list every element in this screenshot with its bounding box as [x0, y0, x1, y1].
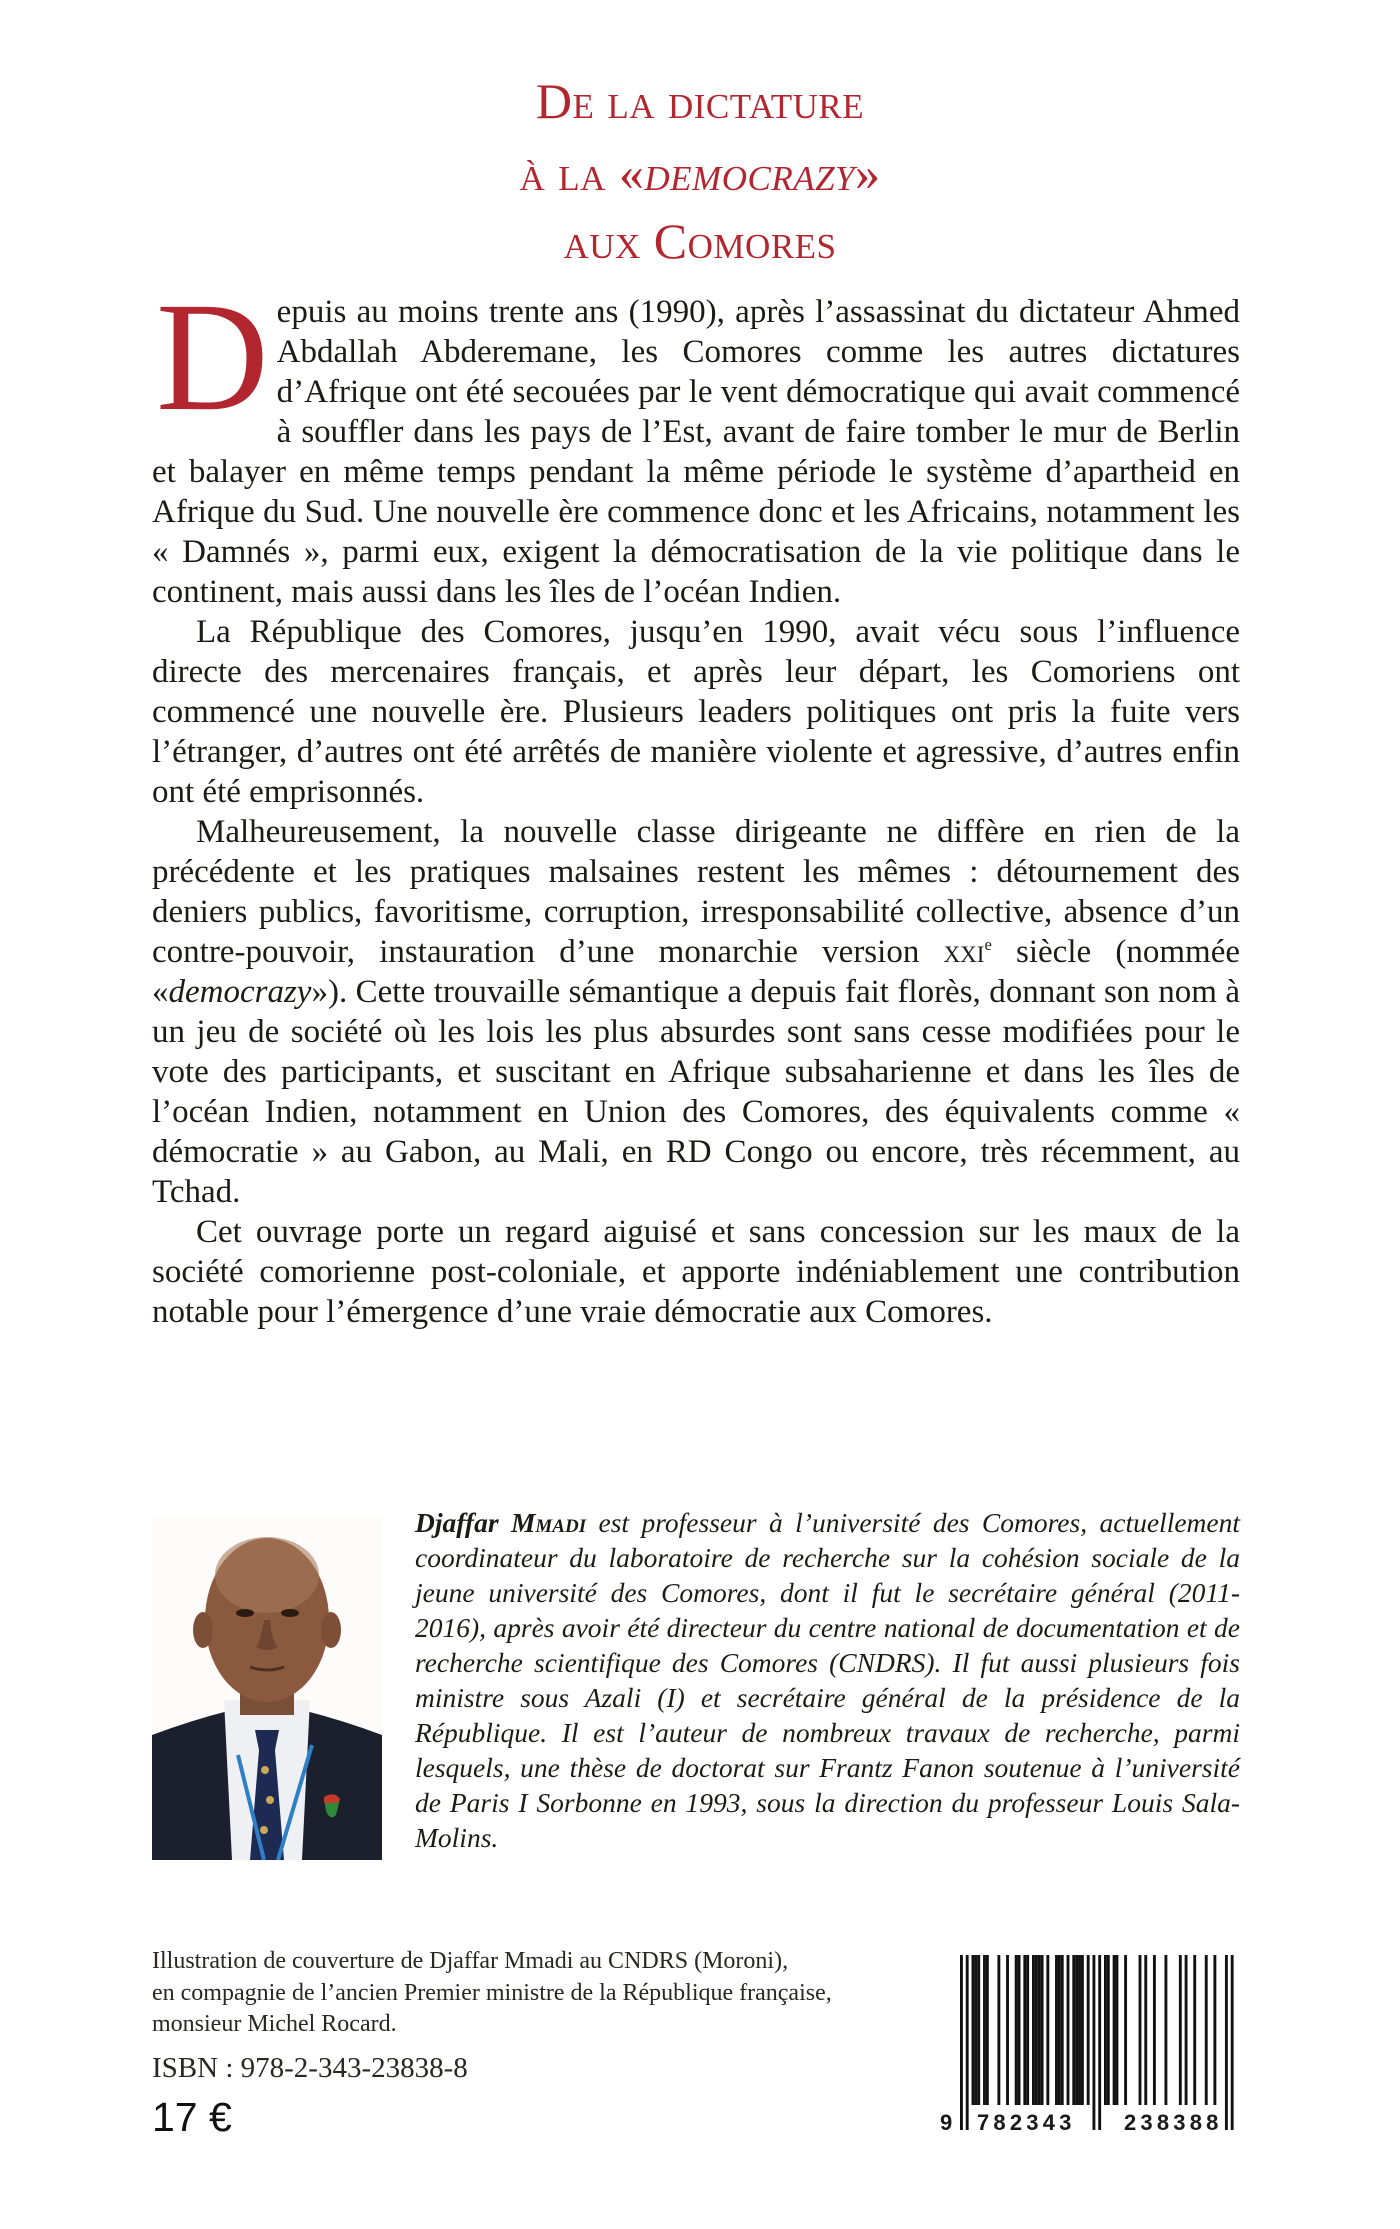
barcode-bar: [1098, 1955, 1101, 2130]
barcode-bar: [1225, 1955, 1228, 2130]
barcode-bar: [1038, 1955, 1041, 2105]
barcode-bar: [1075, 1955, 1078, 2105]
barcode-bars: [920, 1940, 1250, 2140]
barcode-bar: [1023, 1955, 1026, 2105]
book-title-line-3: aux Comores: [563, 213, 837, 269]
author-bio-text: est professeur à l’université des Comores, actuellement coordinateur du laboratoire de recherche sur la cohésion sociale de la jeune université des Comores, dont il fut le secrétaire général (2011-2016), après avoir été directeur du centre national de documentation et de recherche scientifique des Comores (CNDRS). Il fut aussi plusieurs fois ministre sous Azali (I) et secrétaire général de la présidence de la République. Il est l’auteur de nombreux travaux de recherche, parmi lesquels, une thèse de doctorat sur Frantz Fanon soutenue à l’université de Paris I Sorbonne en 1993, sous la direction du professeur Louis Sala-Molins.: [415, 1507, 1240, 1853]
barcode-digits-left: 782343: [977, 2110, 1076, 2135]
barcode-bar: [1124, 1955, 1127, 2105]
caption-line: en compagnie de l’ancien Premier ministre de la République française,: [152, 1979, 832, 2006]
book-title-line-1: De la dictature: [535, 73, 865, 129]
barcode-bar: [1006, 1955, 1009, 2105]
title-democrazy: democrazy: [644, 145, 856, 201]
barcode-bar: [974, 1955, 977, 2105]
barcode-bar: [1046, 1955, 1049, 2105]
title-prefix: à la «: [519, 145, 645, 201]
barcode-digits-right: 238388: [1124, 2110, 1223, 2135]
barcode-bar: [1107, 1955, 1110, 2105]
blurb-paragraph-3: [152, 812, 1240, 1212]
barcode-bar: [1113, 1955, 1116, 2105]
caption-line: Illustration de couverture de Djaffar Mmadi au CNDRS (Moroni),: [152, 1948, 789, 1974]
isbn: ISBN : 978-2-343-23838-8: [152, 2052, 468, 2084]
barcode-bar: [1185, 1955, 1188, 2105]
blurb-paragraph-1: [152, 270, 1240, 612]
barcode-bar: [966, 1955, 969, 2130]
p3-text-b: siècle (nommée «: [152, 934, 1240, 1010]
author-bio: [415, 1505, 1240, 1855]
back-cover-blurb: [152, 270, 1240, 1332]
barcode-bar: [1104, 1955, 1107, 2105]
author-last-name: Mmadi: [510, 1507, 587, 1538]
barcode-bar: [1026, 1955, 1029, 2105]
barcode-bar: [986, 1955, 989, 2105]
barcode-bar: [1041, 1955, 1044, 2105]
cover-illustration-credit: [152, 1946, 912, 2041]
barcode-bar: [1213, 1955, 1216, 2105]
barcode-bar: [1018, 1955, 1021, 2105]
title-close-quote: »: [855, 145, 881, 201]
barcode-bar: [1092, 1955, 1095, 2130]
barcode-bar: [977, 1955, 980, 2105]
barcode-bar: [1067, 1955, 1070, 2105]
barcode-bar: [1061, 1955, 1064, 2105]
barcode-bar: [1058, 1955, 1061, 2105]
barcode-bar: [1116, 1955, 1119, 2105]
barcode-bar: [960, 1955, 963, 2130]
barcode-bar: [1081, 1955, 1084, 2105]
blurb-paragraph-4: Cet ouvrage porte un regard aiguisé et sans concession sur les maux de la société comorienne post-coloniale, et apporte indéniablement une contribution notable pour l’émergence d’une vraie démocratie aux Comores.: [152, 1214, 1240, 1330]
book-title-line-2: [0, 145, 1400, 201]
barcode-bar: [1205, 1955, 1208, 2105]
barcode-bar: [1153, 1955, 1156, 2105]
price: 17 €: [152, 2094, 232, 2140]
isbn-barcode: [920, 1940, 1250, 2140]
p3-text-c: »). Cette trouvaille sémantique a depuis fait florès, donnant son nom à un jeu de société où les lois les plus absurdes sont sans cesse modifiées pour le vote des participants, et suscitant en Afrique subsaharienne et dans les îles de l’océan Indien, notamment en Union des Comores, des équivalents comme « démocratie » au Gabon, au Mali, en RD Congo ou encore, très récemment, au Tchad.: [152, 974, 1240, 1210]
barcode-bar: [997, 1955, 1000, 2105]
barcode-bar: [1164, 1955, 1167, 2105]
barcode-bar: [983, 1955, 986, 2105]
century-numeral: xxi: [943, 934, 985, 970]
p3-text-a: Malheureusement, la nouvelle classe dirigeante ne diffère en rien de la précédente et les pratiques malsaines restent les mêmes : détournement des deniers publics, favoritisme, corruption, irresponsabilité collective, absence d’un contre-pouvoir, instauration d’une monarchie version: [152, 814, 1240, 970]
barcode-bar: [1032, 1955, 1035, 2105]
drop-cap: D: [156, 270, 269, 443]
century-superscript: e: [984, 935, 992, 954]
barcode-bar: [1193, 1955, 1196, 2105]
barcode-bar: [1231, 1955, 1234, 2130]
barcode-bar: [1087, 1955, 1090, 2105]
barcode-bar: [1179, 1955, 1182, 2105]
author-photo: [152, 1515, 382, 1860]
caption-line: monsieur Michel Rocard.: [152, 2011, 397, 2037]
barcode-bar: [1055, 1955, 1058, 2105]
barcode-digit-first: 9: [940, 2110, 953, 2135]
blurb-paragraph-2: La République des Comores, jusqu’en 1990, avait vécu sous l’influence directe des mercenaires français, et après leur départ, les Comoriens ont commencé une nouvelle ère. Plusieurs leaders politiques ont pris la fuite vers l’étranger, d’autres ont été arrêtés de manière violente et agressive, d’autres enfin ont été emprisonnés.: [152, 614, 1240, 810]
barcode-bar: [1072, 1955, 1075, 2105]
author-first-name: Djaffar: [415, 1507, 499, 1538]
barcode-bar: [1144, 1955, 1147, 2105]
author-portrait-illustration: [152, 1515, 382, 1860]
barcode-bar: [1078, 1955, 1081, 2105]
p3-democrazy: democrazy: [168, 974, 312, 1010]
barcode-bar: [972, 1955, 975, 2105]
barcode-bar: [1015, 1955, 1018, 2105]
blurb-paragraph-1-text: epuis au moins trente ans (1990), après l’assassinat du dictateur Ahmed Abdallah Abderemane, les Comores comme les autres dictatures d’Afrique ont été secouées par le vent démocratique qui avait commencé à souffler dans les pays de l’Est, avant de faire tomber le mur de Berlin et balayer en même temps pendant la même période le système d’apartheid en Afrique du Sud. Une nouvelle ère commence donc et les Africains, notamment les « Damnés », parmi eux, exigent la démocratisation de la vie politique dans le continent, mais aussi dans les îles de l’océan Indien.: [152, 294, 1240, 610]
barcode-bar: [1139, 1955, 1142, 2105]
barcode-bar: [1035, 1955, 1038, 2105]
